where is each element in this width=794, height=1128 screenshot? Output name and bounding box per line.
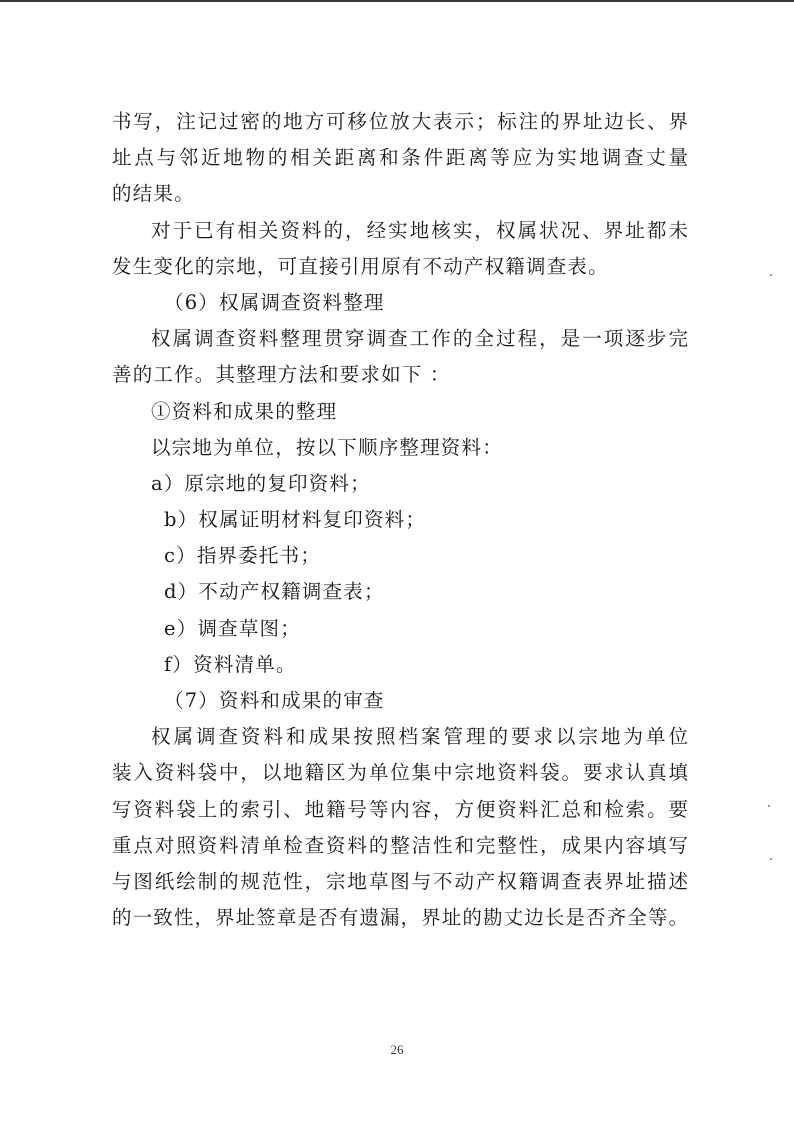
list-item-e: e）调查草图； (164, 616, 301, 640)
text-line: 以宗地为单位，按以下顺序整理资料： (151, 435, 503, 459)
scan-speck (768, 805, 770, 807)
text-line: 书写，注记过密的地方可移位放大表示；标注的界址边长、界 (112, 110, 688, 133)
list-item-f: f）资料清单。 (164, 652, 297, 676)
subsection-heading-1: ①资料和成果的整理 (151, 399, 338, 423)
text-line: 装入资料袋中，以地籍区为单位集中宗地资料袋。要求认真填 (112, 761, 688, 785)
text-line: 的结果。 (112, 182, 195, 206)
text-line: 址点与邻近地物的相关距离和条件距离等应为实地调查丈量 (112, 146, 688, 170)
text-line: 善的工作。其整理方法和要求如下 ： (112, 363, 451, 387)
document-body (112, 104, 688, 936)
text-line: 的一致性，界址签章是否有遗漏，界址的勘丈边长是否齐全等。 (112, 906, 688, 930)
list-item-b: b）权属证明材料复印资料； (164, 508, 427, 532)
paragraph-start-line: 权属调查资料整理贯穿调查工作的全过程，是一项逐步完 (151, 327, 688, 351)
list-item-c: c）指界委托书； (164, 544, 322, 568)
section-heading-7: （7）资料和成果的审查 (164, 689, 385, 712)
scan-speck (770, 858, 772, 860)
paragraph-start-line: 权属调查资料和成果按照档案管理的要求以宗地为单位 (151, 725, 688, 749)
page-top-edge (0, 0, 794, 2)
section-heading-6: （6）权属调查资料整理 (164, 290, 385, 314)
text-line: 写资料袋上的索引、地籍号等内容，方便资料汇总和检索。要 (112, 797, 688, 821)
scan-speck (770, 274, 772, 276)
list-item-a: a）原宗地的复印资料； (151, 471, 371, 495)
text-line: 重点对照资料清单检查资料的整洁性和完整性，成果内容填写 (112, 833, 688, 857)
page-number: 26 (390, 1042, 404, 1057)
list-item-d: d）不动产权籍调查表； (164, 580, 385, 604)
text-line: 与图纸绘制的规范性，宗地草图与不动产权籍调查表界址描述 (112, 869, 688, 893)
text-line: 发生变化的宗地，可直接引用原有不动产权籍调查表。 (112, 254, 609, 278)
paragraph-start-line: 对于已有相关资料的，经实地核实，权属状况、界址都未 (151, 218, 688, 242)
